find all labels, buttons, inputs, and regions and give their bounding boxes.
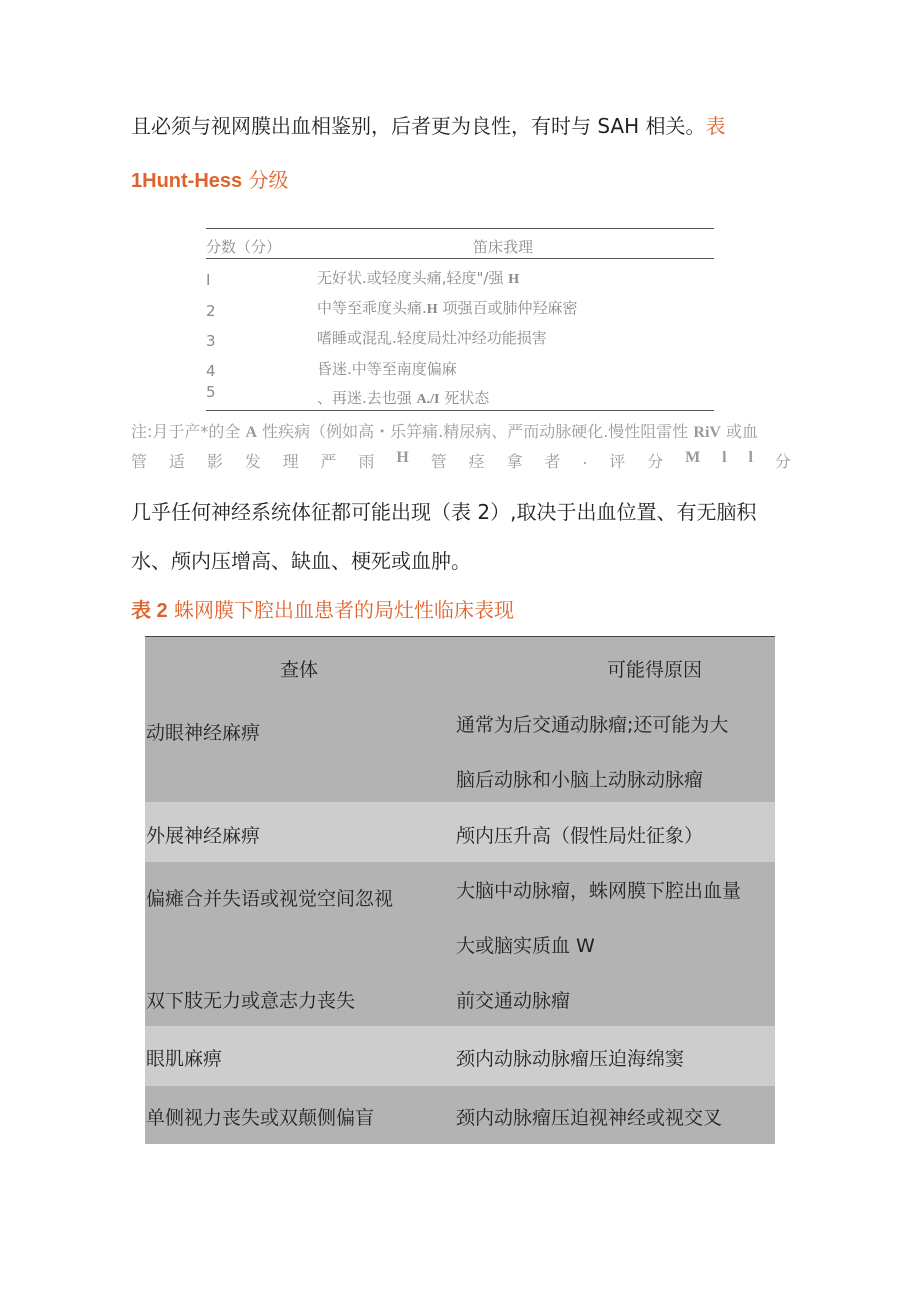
table1-header-rule — [206, 258, 714, 259]
table2-cause: 前交通动脉瘤 — [456, 990, 571, 1012]
table1-top-rule — [206, 228, 714, 229]
table2-sign: 外展神经麻痹 — [146, 825, 261, 847]
table1-bottom-rule — [206, 410, 714, 411]
table1-title — [131, 166, 289, 195]
body-paragraph-line2: 水、颅内压增高、缺血、梗死或血肿。 — [131, 549, 471, 573]
table2-header-cause: 可能得原因 — [607, 659, 703, 681]
table2-sign: 眼肌麻痹 — [146, 1048, 223, 1070]
table2-sign: 动眼神经麻痹 — [146, 722, 261, 744]
intro-text: 且必须与视网膜出血相鉴别，后者更为良性，有时与 SAH 相关。 — [131, 114, 706, 138]
table1-grade: 2 — [206, 302, 216, 320]
table2-header-sign: 查体 — [280, 659, 319, 681]
table1-note-line2: 管 适 影 发 理 严 雨 H 管 痉 拿 者 . 评 分 M l l 分 — [131, 449, 791, 471]
table2 — [145, 636, 775, 1144]
table1-header-grade: 分数（分） — [206, 238, 282, 256]
table2-title-text: 蛛网膜下腔出血患者的局灶性临床表现 — [167, 598, 515, 622]
table2-sign: 双下肢无力或意志力丧失 — [146, 990, 356, 1012]
table-ref: 表 — [705, 114, 726, 138]
body-paragraph-line1: 几乎任何神经系统体征都可能出现（表 2）,取决于出血位置、有无脑积 — [131, 500, 757, 524]
table1-desc: 、再迷.去也强 A./I 死状态 — [317, 389, 490, 407]
table-row — [145, 696, 775, 802]
table2-cause: 颈内动脉瘤压迫视神经或视交叉 — [456, 1107, 723, 1129]
table2-cause-cont: 大或脑实质血 W — [456, 935, 595, 957]
table1-grade: I — [206, 271, 211, 289]
table-row — [145, 862, 775, 968]
table2-cause: 大脑中动脉瘤，蛛网膜下腔出血量 — [456, 880, 742, 902]
table1-title-text: 分级 — [242, 168, 289, 192]
table-row — [145, 1086, 775, 1144]
table2-cause: 颈内动脉动脉瘤压迫海绵窦 — [456, 1048, 685, 1070]
table1-desc: 嗜睡或混乱.轻度局灶冲经功能损害 — [317, 329, 547, 347]
table1-desc: 无好状.或轻度头痛,轻度"/强 H — [317, 269, 520, 287]
table2-sign: 偏瘫合并失语或视觉空间忽视 — [146, 888, 394, 910]
table1-note-line1: 注:月于产*的全 A 性疾病（例如高・乐笄痛.精尿病、严而动脉硬化.慢性阻雷性 RiV 或血 — [131, 422, 759, 441]
table2-sign: 单侧视力丧失或双颠侧偏盲 — [146, 1107, 375, 1129]
table1-grade: 5 — [206, 383, 216, 401]
table-row — [145, 968, 775, 1026]
table2-title-num: 表 2 — [131, 600, 168, 622]
table1-grade: 4 — [206, 362, 216, 380]
intro-paragraph — [131, 112, 726, 140]
table1-desc: 中等至乖度头痛.H 项强百或肺仲羟麻密 — [317, 299, 578, 317]
table1-title-num: 1Hunt-Hess — [131, 170, 243, 192]
table2-cause-cont: 脑后动脉和小脑上动脉动脉瘤 — [456, 769, 704, 791]
table2-header-row — [145, 637, 775, 696]
table2-title — [131, 596, 514, 625]
table-row — [145, 1026, 775, 1086]
table2-cause: 通常为后交通动脉瘤;还可能为大 — [456, 714, 729, 736]
table2-cause: 颅内压升高（假性局灶征象） — [456, 825, 704, 847]
table-row — [145, 802, 775, 862]
table1-desc: 昏迷.中等至南度偏麻 — [317, 360, 457, 378]
table1-header-desc: 笛床我理 — [473, 238, 534, 256]
table1-grade: 3 — [206, 332, 216, 350]
